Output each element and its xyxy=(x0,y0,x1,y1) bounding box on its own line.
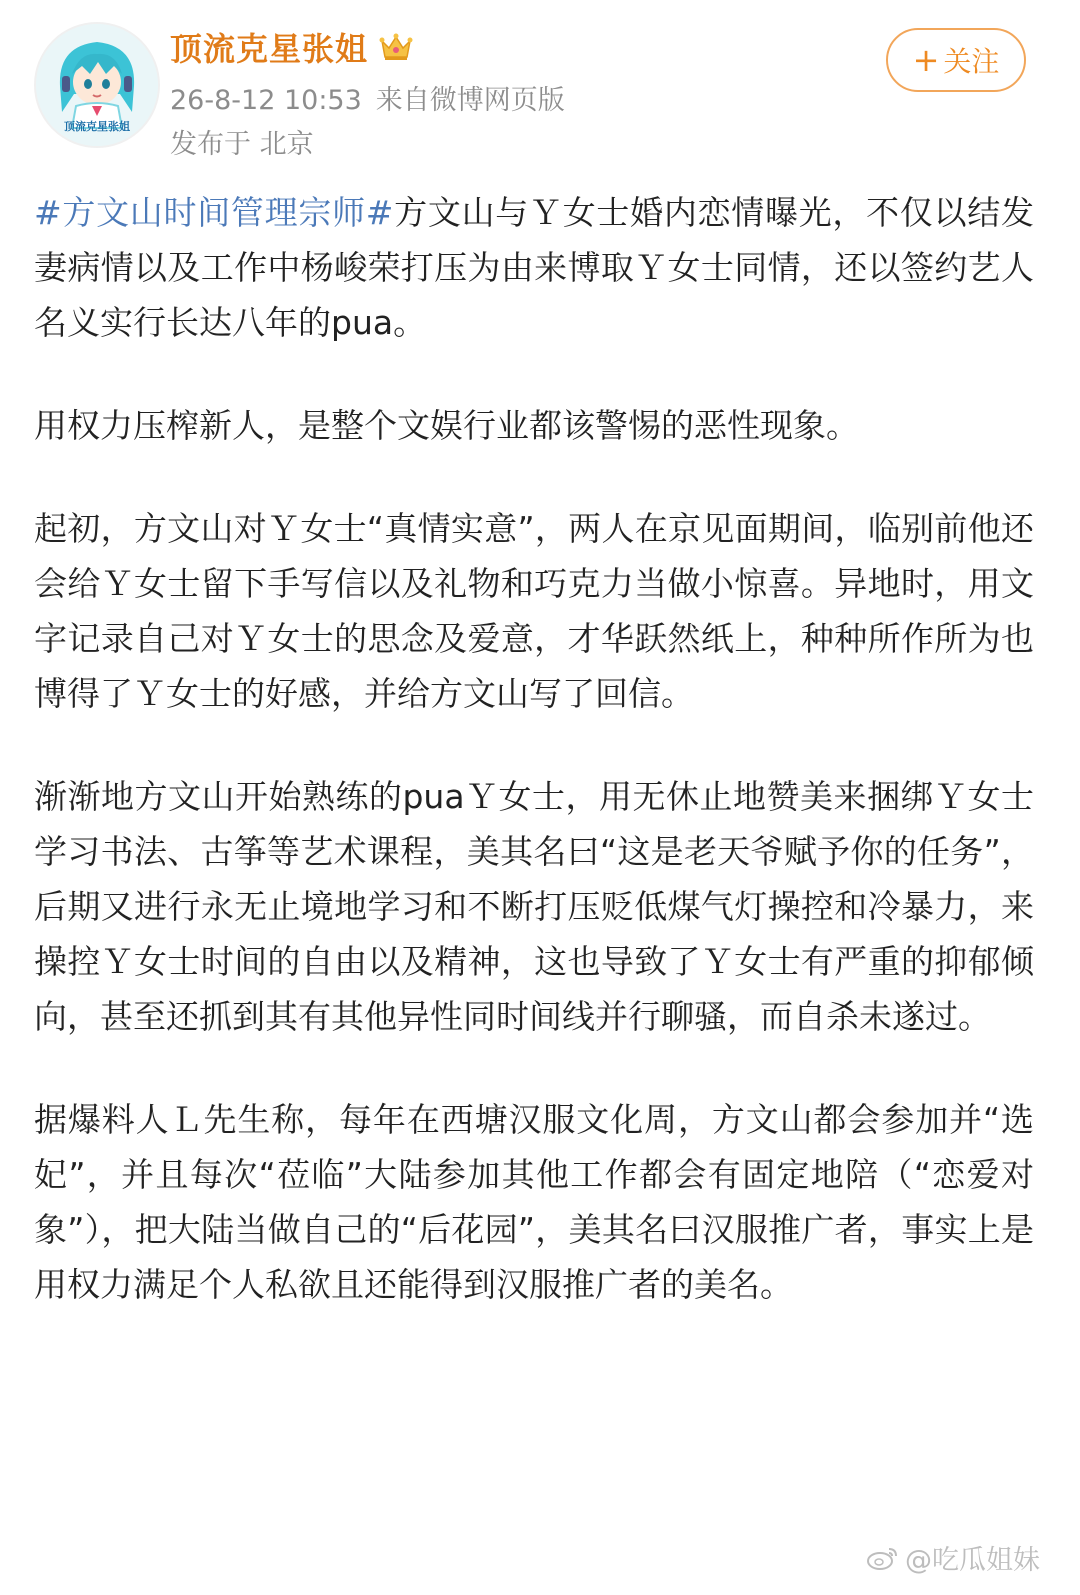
post-timestamp: 26-8-12 10:53 xyxy=(170,85,362,116)
paragraph-text: 方文山与Ｙ女士婚内恋情曝光，不仅以结发妻病情以及工作中杨峻荣打压为由来博取Ｙ女士同情，还以签约艺人名义实行长达八年的pua。 xyxy=(34,193,1034,342)
post-paragraph: 起初，方文山对Ｙ女士“真情实意”，两人在京见面期间，临别前他还会给Ｙ女士留下手写信以及礼物和巧克力当做小惊喜。异地时，用文字记录自己对Ｙ女士的思念及爱意，才华跃然纸上，种种所作所为也博得了Ｙ女士的好感，并给方文山写了回信。 xyxy=(34,509,1034,713)
post-paragraph: 用权力压榨新人，是整个文娱行业都该警惕的恶性现象。 xyxy=(34,406,859,445)
post-paragraph xyxy=(34,185,1034,350)
plus-icon: + xyxy=(912,41,940,79)
hashtag-link[interactable]: #方文山时间管理宗师# xyxy=(34,193,394,232)
author-avatar[interactable] xyxy=(34,22,160,148)
post-paragraph: 据爆料人Ｌ先生称，每年在西塘汉服文化周，方文山都会参加并“选妃”，并且每次“莅临”大陆参加其他工作都会有固定地陪（“恋爱对象”），把大陆当做自己的“后花园”，美其名曰汉服推广者，事实上是用权力满足个人私欲且还能得到汉服推广者的美名。 xyxy=(34,1100,1034,1304)
author-name[interactable]: 顶流克星张姐 xyxy=(170,30,369,68)
watermark xyxy=(867,1538,1040,1577)
avatar-caption: 顶流克星张姐 xyxy=(64,120,130,133)
weibo-logo-icon xyxy=(867,1545,899,1571)
post-body xyxy=(34,185,1034,1360)
follow-button[interactable] xyxy=(886,28,1026,92)
post-source[interactable]: 来自微博网页版 xyxy=(375,85,565,116)
follow-label: 关注 xyxy=(943,45,1000,78)
post-location: 发布于 北京 xyxy=(170,129,314,160)
post-meta xyxy=(170,78,565,117)
username-row xyxy=(170,22,414,72)
post-header xyxy=(0,0,1080,170)
crown-icon xyxy=(378,31,414,63)
watermark-text: @吃瓜姐妹 xyxy=(905,1545,1040,1576)
post-paragraph: 渐渐地方文山开始熟练的puaＹ女士，用无休止地赞美来捆绑Ｙ女士学习书法、古筝等艺术课程，美其名曰“这是老天爷赋予你的任务”，后期又进行永无止境地学习和不断打压贬低煤气灯操控和冷暴力，来操控Ｙ女士时间的自由以及精神，这也导致了Ｙ女士有严重的抑郁倾向，甚至还抓到其有其他异性同时间线并行聊骚，而自杀未遂过。 xyxy=(34,777,1034,1036)
